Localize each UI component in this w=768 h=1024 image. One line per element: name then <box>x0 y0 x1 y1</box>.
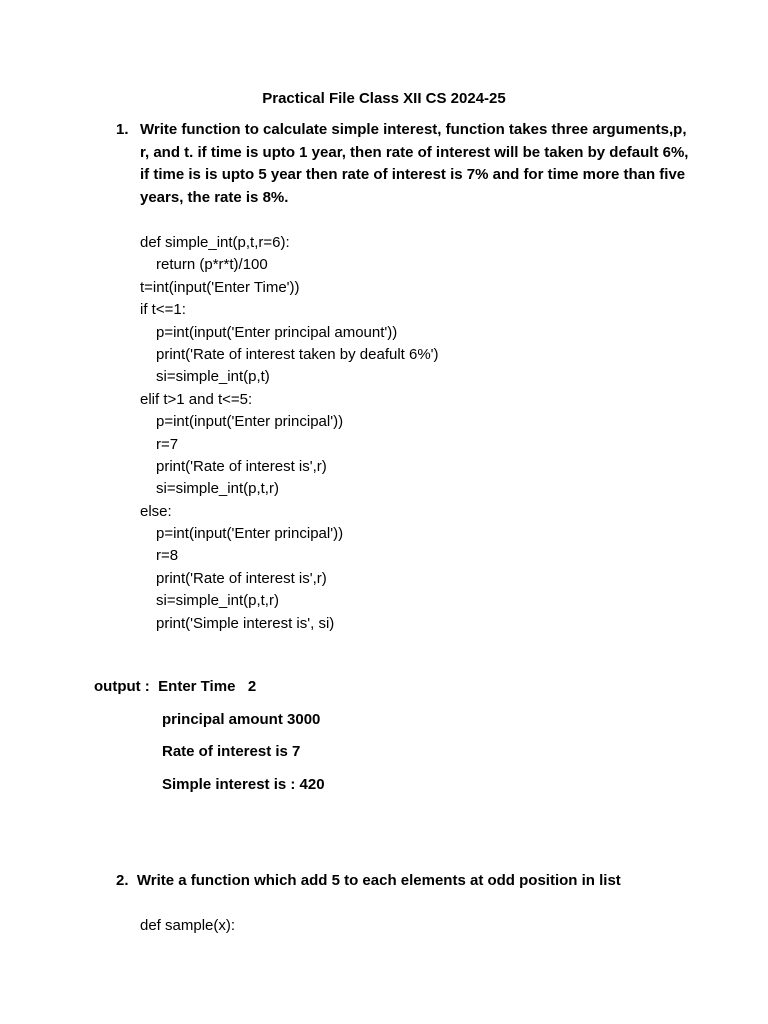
question-2-number: 2. <box>116 872 129 889</box>
question-1-text: Write function to calculate simple interest, function takes three arguments,p, r, and t. if time is upto 1 year, then rate of interest will be taken by default 6%, if time is is upto 5 year then rate of interest is 7% and for time more than five years, the rate is 8%. <box>140 121 689 206</box>
code-line: r=7 <box>156 435 179 453</box>
question-1-number: 1. <box>116 121 129 138</box>
question-2 <box>116 870 716 892</box>
code-line: r=8 <box>156 547 179 565</box>
output-line: Rate of interest is 7 <box>162 743 301 760</box>
code-line: def sample(x): <box>140 917 236 934</box>
code-line: print('Simple interest is', si) <box>156 614 335 632</box>
code-line: print('Rate of interest is',r) <box>156 569 327 587</box>
code-line: else: <box>140 502 172 520</box>
code-line: si=simple_int(p,t,r) <box>156 592 279 610</box>
code-line: return (p*r*t)/100 <box>156 256 268 274</box>
output-line <box>94 676 654 709</box>
output-line: Simple interest is : 420 <box>162 775 325 793</box>
code-line: print('Rate of interest is',r) <box>156 457 327 475</box>
output-label: output : <box>94 678 150 695</box>
code-line: p=int(input('Enter principal')) <box>156 525 344 543</box>
question-1-code-block <box>140 232 700 635</box>
question-2-text: Write a function which add 5 to each elements at odd position in list <box>136 872 621 889</box>
output-line: principal amount 3000 <box>162 710 321 728</box>
page-title: Practical File Class XII CS 2024-25 <box>262 90 506 107</box>
code-line: if t<=1: <box>140 301 186 319</box>
code-line: p=int(input('Enter principal')) <box>156 413 344 431</box>
code-line: t=int(input('Enter Time')) <box>140 278 300 296</box>
code-line: elif t>1 and t<=5: <box>140 390 253 408</box>
question-1 <box>116 119 696 209</box>
code-line: print('Rate of interest taken by deafult 6%') <box>156 345 439 363</box>
code-line: p=int(input('Enter principal amount')) <box>156 323 398 341</box>
code-line: def simple_int(p,t,r=6): <box>140 234 290 251</box>
code-line: si=simple_int(p,t) <box>156 368 270 386</box>
output-line-text: Enter Time 2 <box>158 678 257 695</box>
question-1-output <box>94 676 654 806</box>
question-2-code-block <box>140 915 235 937</box>
code-line: si=simple_int(p,t,r) <box>156 480 279 498</box>
